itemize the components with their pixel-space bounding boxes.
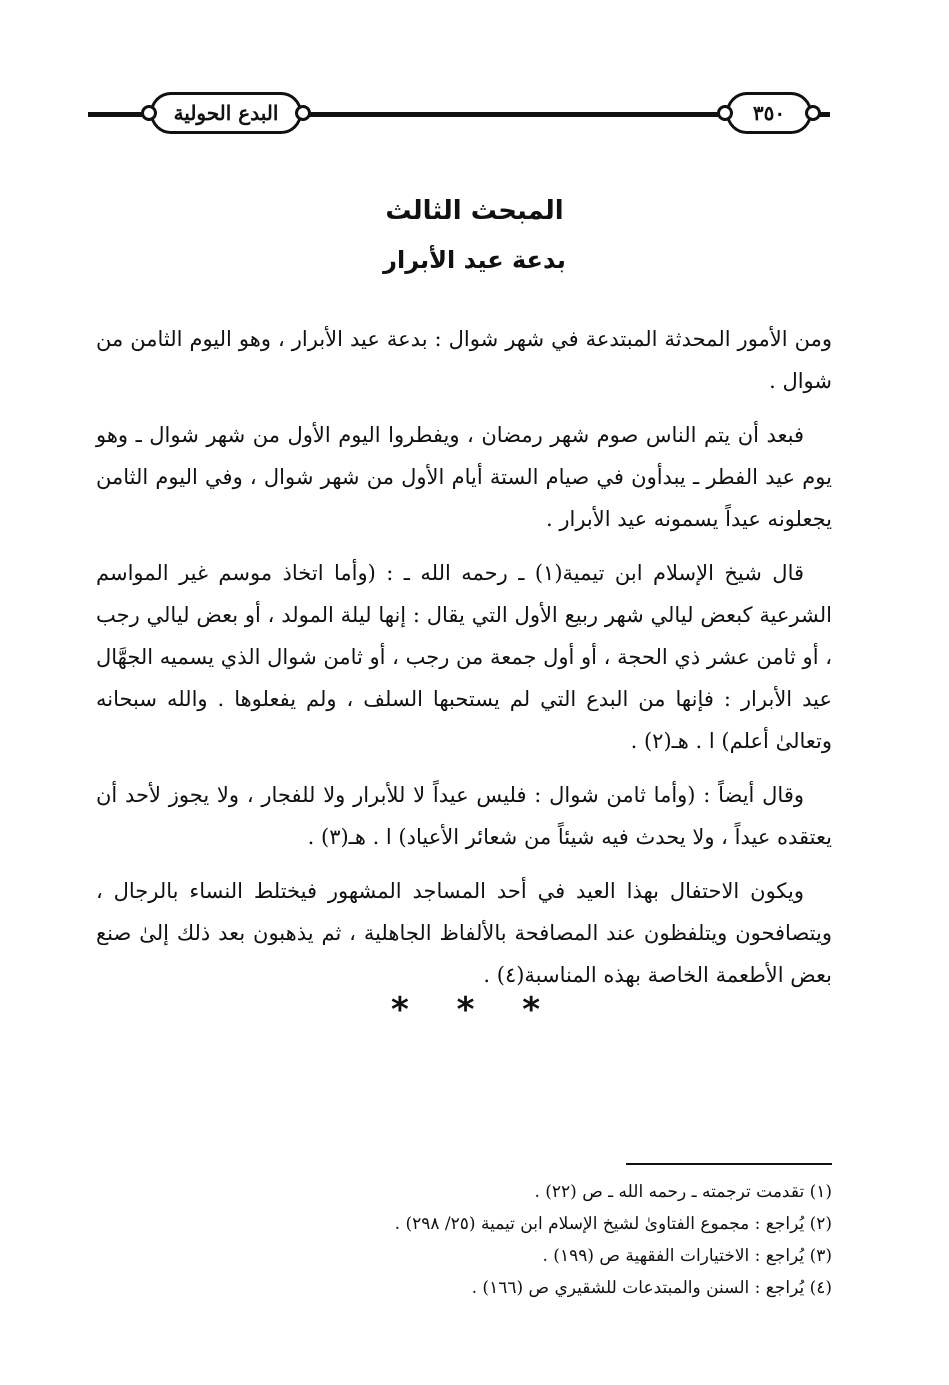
- footnote: (١) تقدمت ترجمته ـ رحمه الله ـ ص (٢٢) .: [534, 1182, 832, 1202]
- header-rule-middle: [298, 112, 730, 117]
- paragraph: ويكون الاحتفال بهذا العيد في أحد المساجد المشهور فيختلط النساء بالرجال ، ويتصافحون ويتلفظون عند المصافحة بالألفاظ الجاهلية ، ثم يذهبون بعد ذلك إلىٰ صنع بعض الأطعمة الخاصة بهذه المناسبة(٤) .: [96, 879, 832, 987]
- paragraph: قال شيخ الإسلام ابن تيمية(١) ـ رحمه الله ـ : (وأما اتخاذ موسم غير المواسم الشرعية كبعض ليالي شهر ربيع الأول التي يقال : إنها ليلة المولد ، أو بعض ليالي رجب ، أو ثامن عشر ذي الحجة ، أو أول جمعة من رجب ، أو ثامن شوال الذي يسميه الجهَّال عيد الأبرار : فإنها من البدع التي لم يستحبها السلف ، ولم يفعلوها . والله سبحانه وتعالىٰ أعلم) ا . هـ(٢) .: [95, 561, 832, 753]
- page-number: ٣٥٠: [752, 101, 786, 125]
- footnote: (٤) يُراجع : السنن والمبتدعات للشقيري ص (١٦٦) .: [471, 1278, 832, 1298]
- page-header: [88, 92, 830, 138]
- footnote: (٣) يُراجع : الاختيارات الفقهية ص (١٩٩) .: [542, 1246, 832, 1266]
- footnote: (٢) يُراجع : مجموع الفتاوىٰ لشيخ الإسلام ابن تيمية (٢٥/ ٢٩٨) .: [394, 1214, 832, 1234]
- section-subheading: بدعة عيد الأبرار: [383, 246, 566, 274]
- section-separator: * * *: [390, 990, 558, 1030]
- footnotes: [96, 1176, 832, 1304]
- paragraph: ومن الأمور المحدثة المبتدعة في شهر شوال : بدعة عيد الأبرار ، وهو اليوم الثامن من شوال .: [96, 327, 832, 393]
- page-number-cartouche: [726, 92, 812, 134]
- book-title-cartouche: [150, 92, 302, 134]
- footnote-rule: [626, 1163, 832, 1165]
- section-heading: المبحث الثالث: [385, 196, 564, 226]
- paragraph: وقال أيضاً : (وأما ثامن شوال : فليس عيداً لا للأبرار ولا للفجار ، ولا يجوز لأحد أن يعتقده عيداً ، ولا يحدث فيه شيئاً من شعائر الأعياد) ا . هـ(٣) .: [96, 783, 832, 849]
- paragraph: فبعد أن يتم الناس صوم شهر رمضان ، ويفطروا اليوم الأول من شهر شوال ـ وهو يوم عيد الفطر ـ يبدأون في صيام الستة أيام الأول من شهر شوال ، وفي اليوم الثامن يجعلونه عيداً يسمونه عيد الأبرار .: [96, 423, 832, 531]
- book-title: البدع الحولية: [173, 101, 279, 125]
- body-text: [96, 318, 832, 1008]
